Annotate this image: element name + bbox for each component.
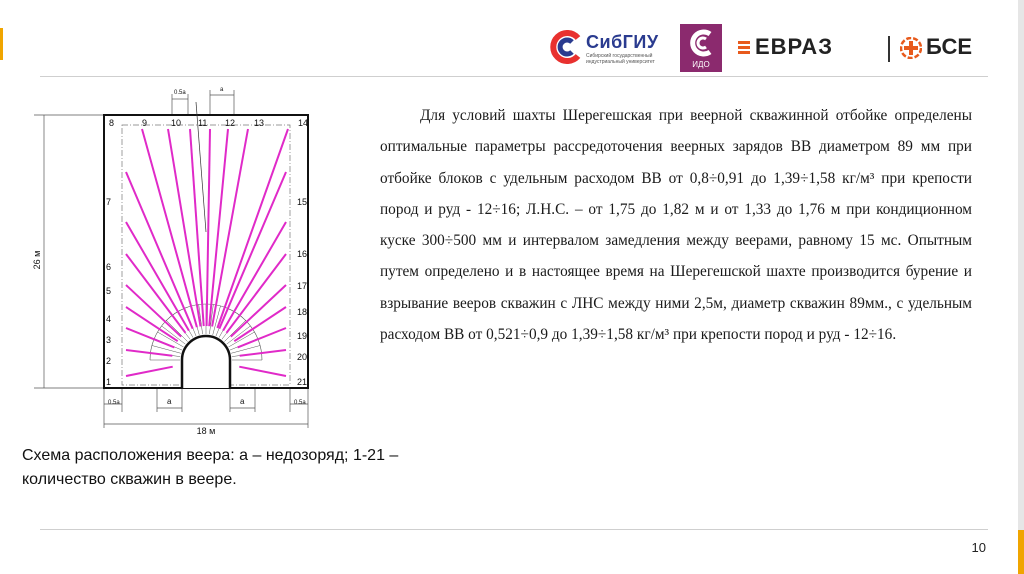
blast-hole-line bbox=[126, 350, 172, 356]
hole-number-label: 3 bbox=[106, 335, 112, 345]
hole-number-label: 12 bbox=[225, 118, 236, 128]
bse-logo bbox=[900, 32, 990, 62]
fan-scheme-diagram bbox=[22, 82, 334, 438]
right-edge-accent bbox=[1018, 530, 1024, 574]
width-label: 18 м bbox=[196, 426, 216, 436]
bse-logo-name: БСЕ bbox=[926, 34, 973, 59]
sibgiu-logo-icon bbox=[548, 30, 582, 64]
hole-number-label: 15 bbox=[296, 197, 307, 207]
hole-number-label: 20 bbox=[296, 352, 307, 362]
hole-number-label: 18 bbox=[296, 307, 307, 317]
blast-hole-line bbox=[231, 285, 286, 337]
sibgiu-logo-subtitle: Сибирский государственный индустриальный университет bbox=[586, 53, 655, 65]
diagram-caption: Схема расположения веера: а – недозоряд; 1-21 – количество скважин в веере. bbox=[22, 447, 399, 488]
hole-number-label: 5 bbox=[106, 286, 112, 296]
top-dim-left-label: 0.5a bbox=[174, 90, 186, 96]
hole-number-label: 11 bbox=[198, 118, 208, 128]
ido-logo bbox=[680, 24, 722, 72]
evraz-logo-icon bbox=[738, 41, 750, 54]
dimension-lines bbox=[34, 90, 308, 428]
blast-hole-line bbox=[190, 129, 204, 326]
ido-logo-icon bbox=[680, 24, 722, 62]
blast-hole-line bbox=[239, 367, 286, 376]
hole-number-label: 21 bbox=[296, 377, 307, 387]
hole-number-label: 14 bbox=[298, 118, 309, 128]
bse-logo-icon bbox=[900, 37, 922, 59]
body-paragraph: Для условий шахты Шерегешская при веерной скважинной отбойке определены оптимальные параметры рассредоточения веерных зарядов ВВ диаметром 89 мм при отбойке блоков с удельным расходом ВВ от 0,8÷0,91 до 1,39÷1,58 кг/м³ при крепости пород и руд - 12÷16; Л.Н.С. – от 1,75 до 1,82 м и от 1,33 до 1,76 м при кондиционном куске 300÷500 мм и интервалом замедления между веерами, равному 15 мс. Опытным путем определено и в настоящее время на Шерегешской шахте производится бурение и взрывание вееров скважин с ЛНС между ними 2,5м, диаметр скважин 89мм., с удельным расходом ВВ от 0,521÷0,9 до 1,39÷1,58 кг/м³ при крепости пород и руд - 12÷16. bbox=[380, 107, 972, 344]
footer-divider bbox=[40, 529, 988, 530]
hole-number-label: 19 bbox=[296, 331, 307, 341]
hole-number-label: 7 bbox=[106, 197, 112, 207]
hole-number-label: 2 bbox=[106, 356, 112, 366]
blast-hole-line bbox=[168, 129, 201, 327]
hole-number-label: 13 bbox=[254, 118, 265, 128]
sibgiu-logo-name: СибГИУ bbox=[586, 32, 659, 52]
bottom-dim-right-edge-label: 0.5a bbox=[294, 400, 306, 406]
accent-bar bbox=[0, 28, 3, 60]
bottom-dim-left-edge-label: 0.5a bbox=[108, 400, 120, 406]
blast-hole-line bbox=[207, 129, 210, 326]
blast-hole-line bbox=[126, 172, 193, 329]
bottom-dim-left-a-label: a bbox=[167, 397, 172, 406]
hole-number-label: 17 bbox=[296, 281, 307, 291]
hole-number-label: 9 bbox=[142, 118, 148, 128]
header-logos bbox=[548, 24, 988, 74]
logo-separator bbox=[888, 36, 890, 62]
ido-logo-label: ИДО bbox=[692, 60, 710, 69]
height-label: 26 м bbox=[32, 250, 42, 270]
guide-line bbox=[231, 346, 260, 354]
hole-number-label: 4 bbox=[106, 314, 112, 324]
blast-hole-line bbox=[219, 172, 286, 329]
hole-number-label: 16 bbox=[296, 249, 307, 259]
hole-number-label: 8 bbox=[109, 118, 115, 128]
evraz-logo-name: ЕВРАЗ bbox=[755, 34, 833, 59]
hole-number-label: 1 bbox=[106, 377, 112, 387]
evraz-logo bbox=[738, 32, 883, 62]
sibgiu-logo bbox=[548, 28, 673, 70]
header-divider bbox=[40, 76, 988, 77]
blast-hole-line bbox=[126, 285, 181, 337]
right-edge-strip bbox=[1018, 0, 1024, 574]
page-number: 10 bbox=[971, 540, 986, 555]
hole-number-label: 6 bbox=[106, 262, 112, 272]
top-dim-right-label: a bbox=[220, 87, 224, 93]
bottom-dim-right-a-label: a bbox=[240, 397, 245, 406]
hole-number-label: 10 bbox=[171, 118, 182, 128]
guide-line bbox=[152, 346, 181, 354]
drift-opening bbox=[182, 336, 230, 388]
blast-hole-line bbox=[209, 129, 228, 326]
blast-hole-line bbox=[126, 367, 173, 376]
blast-hole-line bbox=[240, 350, 286, 356]
